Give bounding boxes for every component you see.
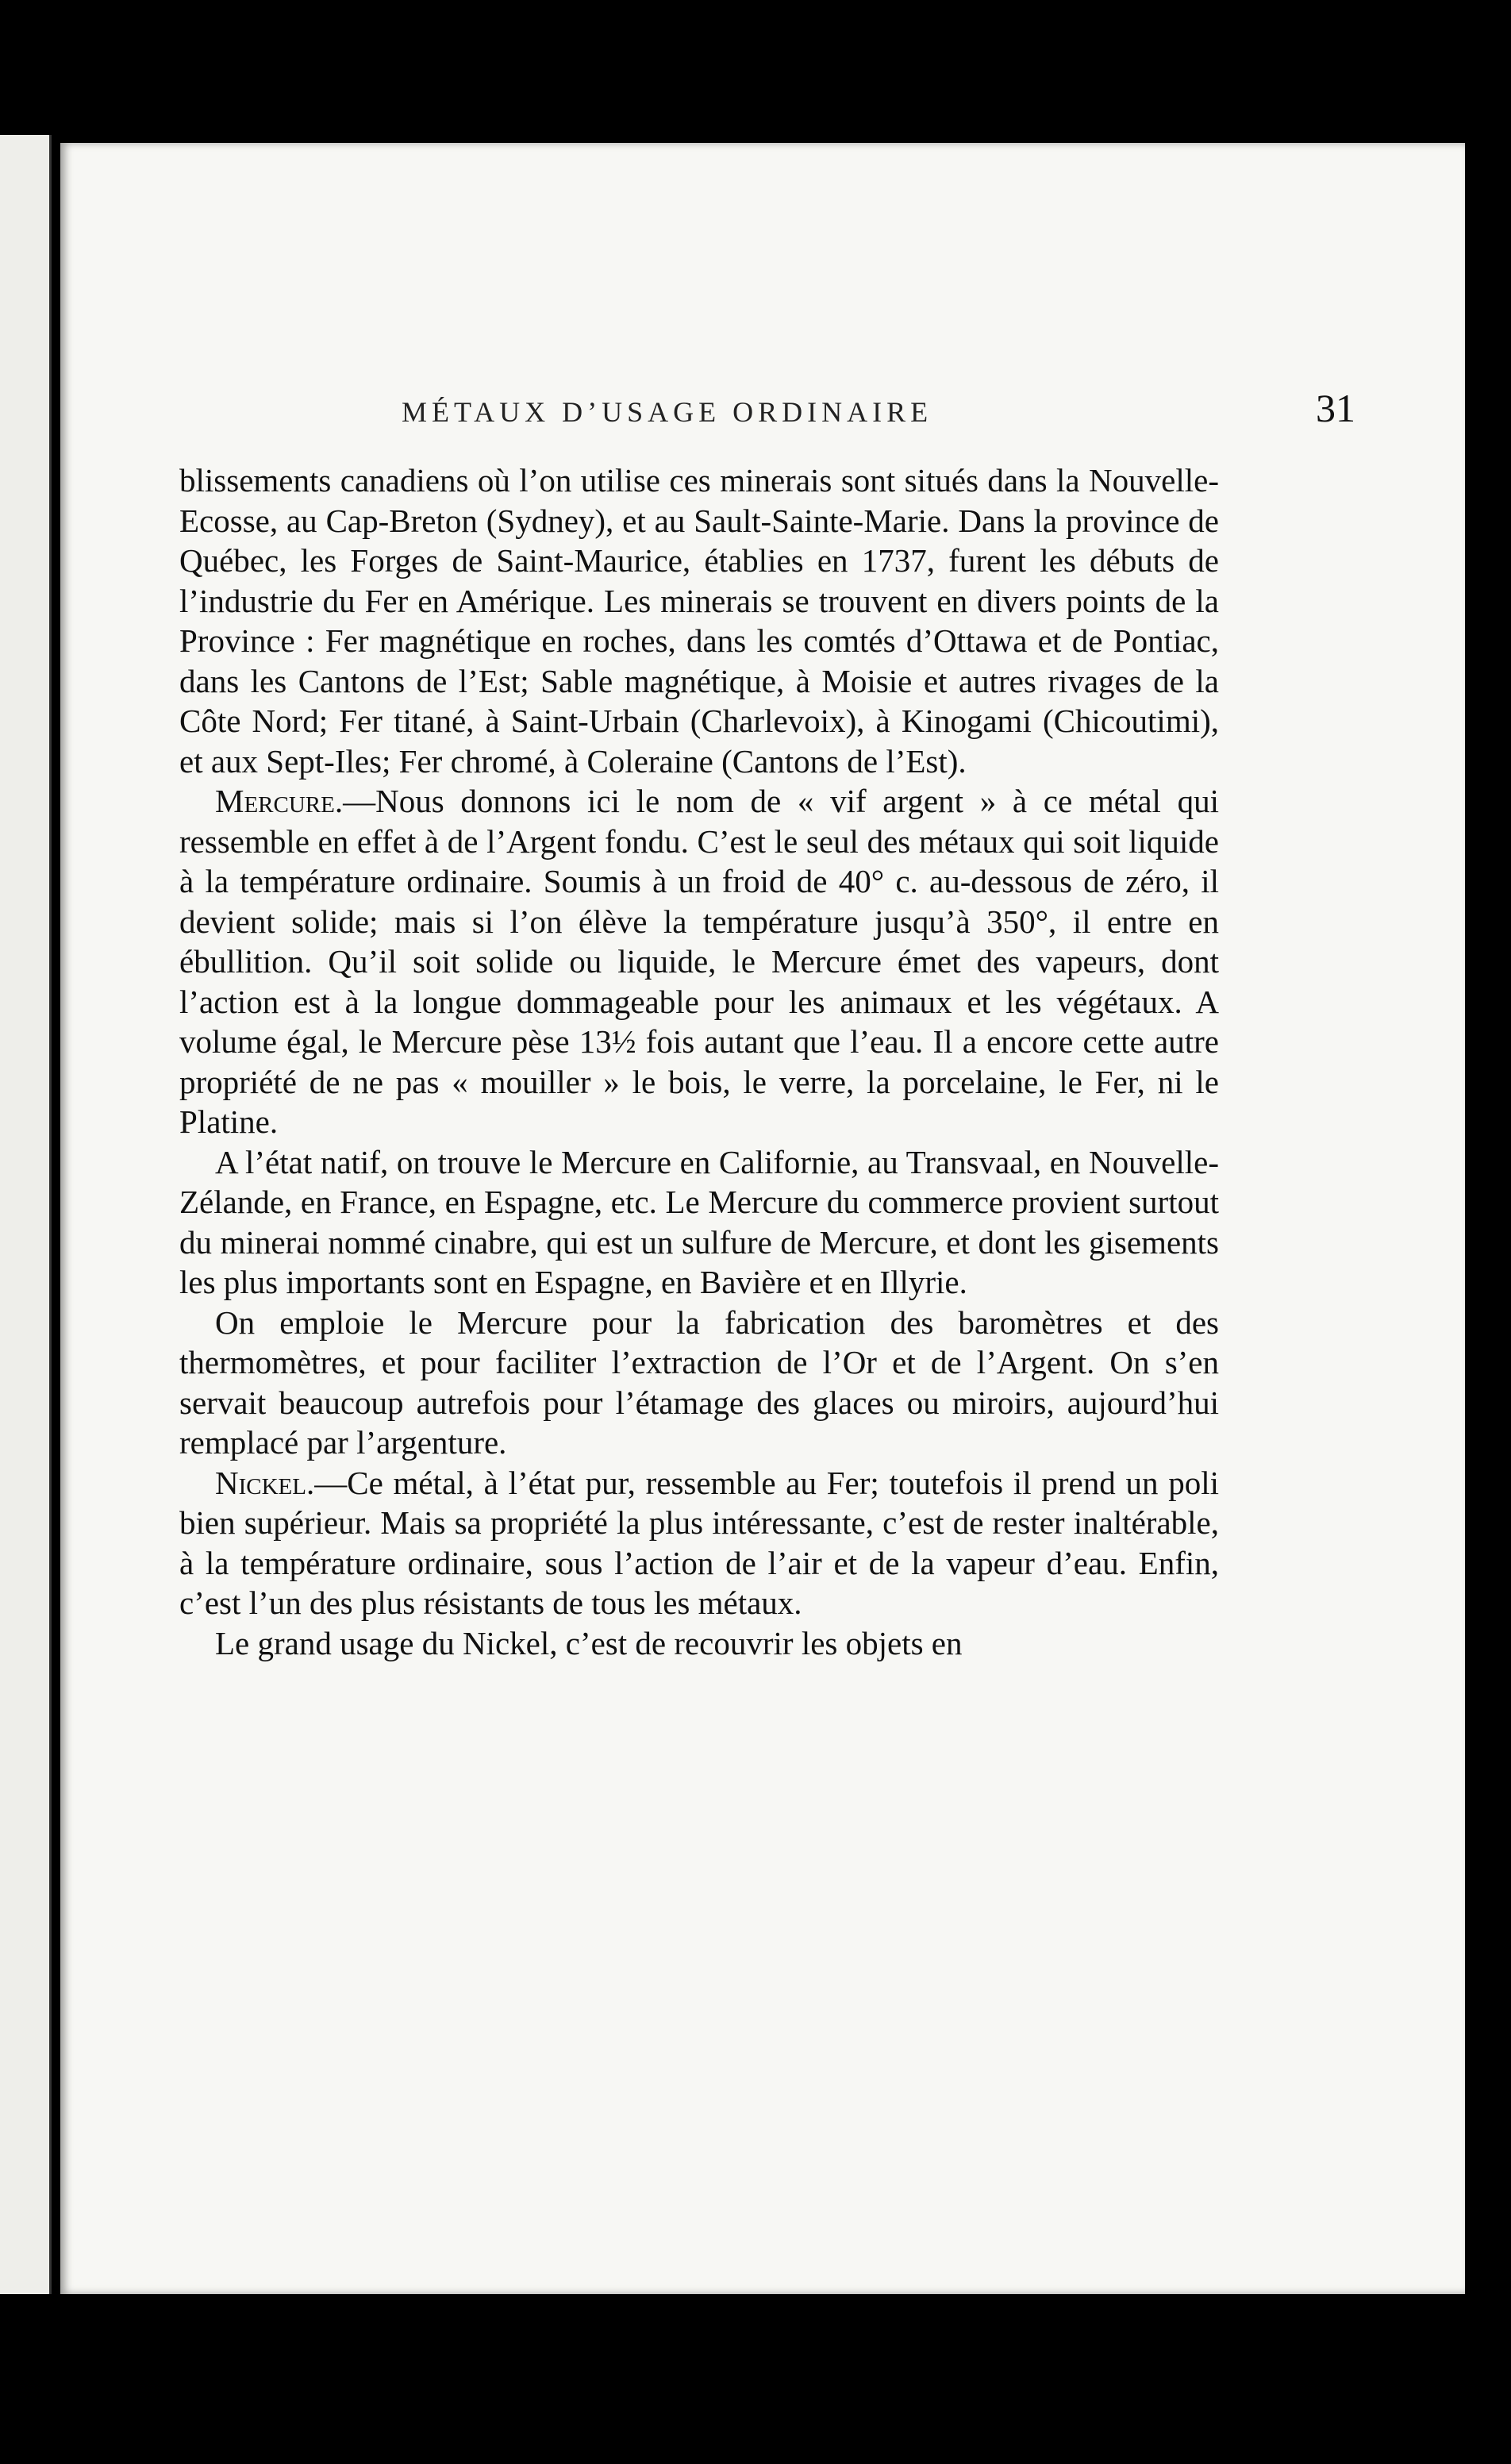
paragraph-text: —Ce métal, à l’état pur, ressemble au Fer; toutefois il prend un poli bien supérieur. Mais sa propriété la plus intéressante, c’est de rester inaltérable, à la température ordinaire, sous l’action de l’air et de la vapeur d’eau. Enfin, c’est l’un des plus résistants de tous les métaux. bbox=[179, 1464, 1219, 1621]
weight-ratio: 13½ bbox=[579, 1023, 636, 1060]
paragraph-text: Le grand usage du Nickel, c’est de recouvrir les objets en bbox=[215, 1624, 963, 1661]
paragraph-text-continued: fois autant que l’eau. Il a encore cette autre propriété de ne pas « mouiller » le bois, le verre, la porcelaine, le Fer, ni le Platine. bbox=[179, 1023, 1220, 1140]
adjacent-page-edge bbox=[0, 135, 52, 2294]
paragraph-mercure bbox=[179, 781, 1219, 1142]
page-number: 31 bbox=[1316, 386, 1355, 430]
paragraph-nickel bbox=[179, 1463, 1219, 1623]
book-page bbox=[60, 143, 1465, 2294]
paragraph-text: On emploie le Mercure pour la fabrication des baromètres et des thermomètres, et pour faciliter l’extraction de l’Or et de l’Argent. On s’en servait beaucoup autrefois pour l’étamage des glaces ou miroirs, aujourd’hui remplacé par l’argenture. bbox=[179, 1303, 1219, 1461]
page-header bbox=[60, 381, 1465, 437]
paragraph-mercure-sources bbox=[179, 1142, 1219, 1303]
section-lead-mercure: Mercure. bbox=[215, 783, 344, 819]
paragraph-mercure-uses bbox=[179, 1303, 1219, 1463]
paragraph-nickel-uses bbox=[179, 1623, 1219, 1664]
running-head: MÉTAUX D’USAGE ORDINAIRE bbox=[402, 396, 933, 428]
section-lead-nickel: Nickel. bbox=[215, 1464, 315, 1501]
paragraph-text: blissements canadiens où l’on utilise ces minerais sont situés dans la Nouvelle-Ecosse, au Cap-Breton (Sydney), et au Sault-Sainte-Marie. Dans la province de Québec, les Forges de Saint-Maurice, établies en 1737, furent les débuts de l’industrie du Fer en Amérique. Les minerais se trouvent en divers points de la Province : Fer magnétique en roches, dans les comtés d’Ottawa et de Pontiac, dans les Cantons de l’Est; Sable magnétique, à Moisie et autres rivages de la Côte Nord; Fer titané, à Saint-Urbain (Charlevoix), à Kinogami (Chicoutimi), et aux Sept-Iles; Fer chromé, à Coleraine (Cantons de l’Est). bbox=[179, 462, 1219, 780]
body-text bbox=[179, 460, 1219, 1663]
paragraph-iron-locations bbox=[179, 460, 1219, 781]
paragraph-text: A l’état natif, on trouve le Mercure en Californie, au Transvaal, en Nouvelle-Zélande, en France, en Espagne, etc. Le Mercure du commerce provient surtout du minerai nommé cinabre, qui est un sulfure de Mercure, et dont les gisements les plus importants sont en Espagne, en Bavière et en Illyrie. bbox=[179, 1143, 1219, 1300]
paragraph-text: —Nous donnons ici le nom de « vif argent » à ce métal qui ressemble en effet à de l’Argent fondu. C’est le seul des métaux qui soit liquide à la température ordinaire. Soumis à un froid de 40° c. au-dessous de zéro, il devient solide; mais si l’on élève la température jusqu’à 350°, il entre en ébullition. Qu’il soit solide ou liquide, le Mercure émet des vapeurs, dont l’action est à la longue dommageable pour les animaux et les végétaux. A volume égal, le Mercure pèse bbox=[179, 783, 1219, 1060]
